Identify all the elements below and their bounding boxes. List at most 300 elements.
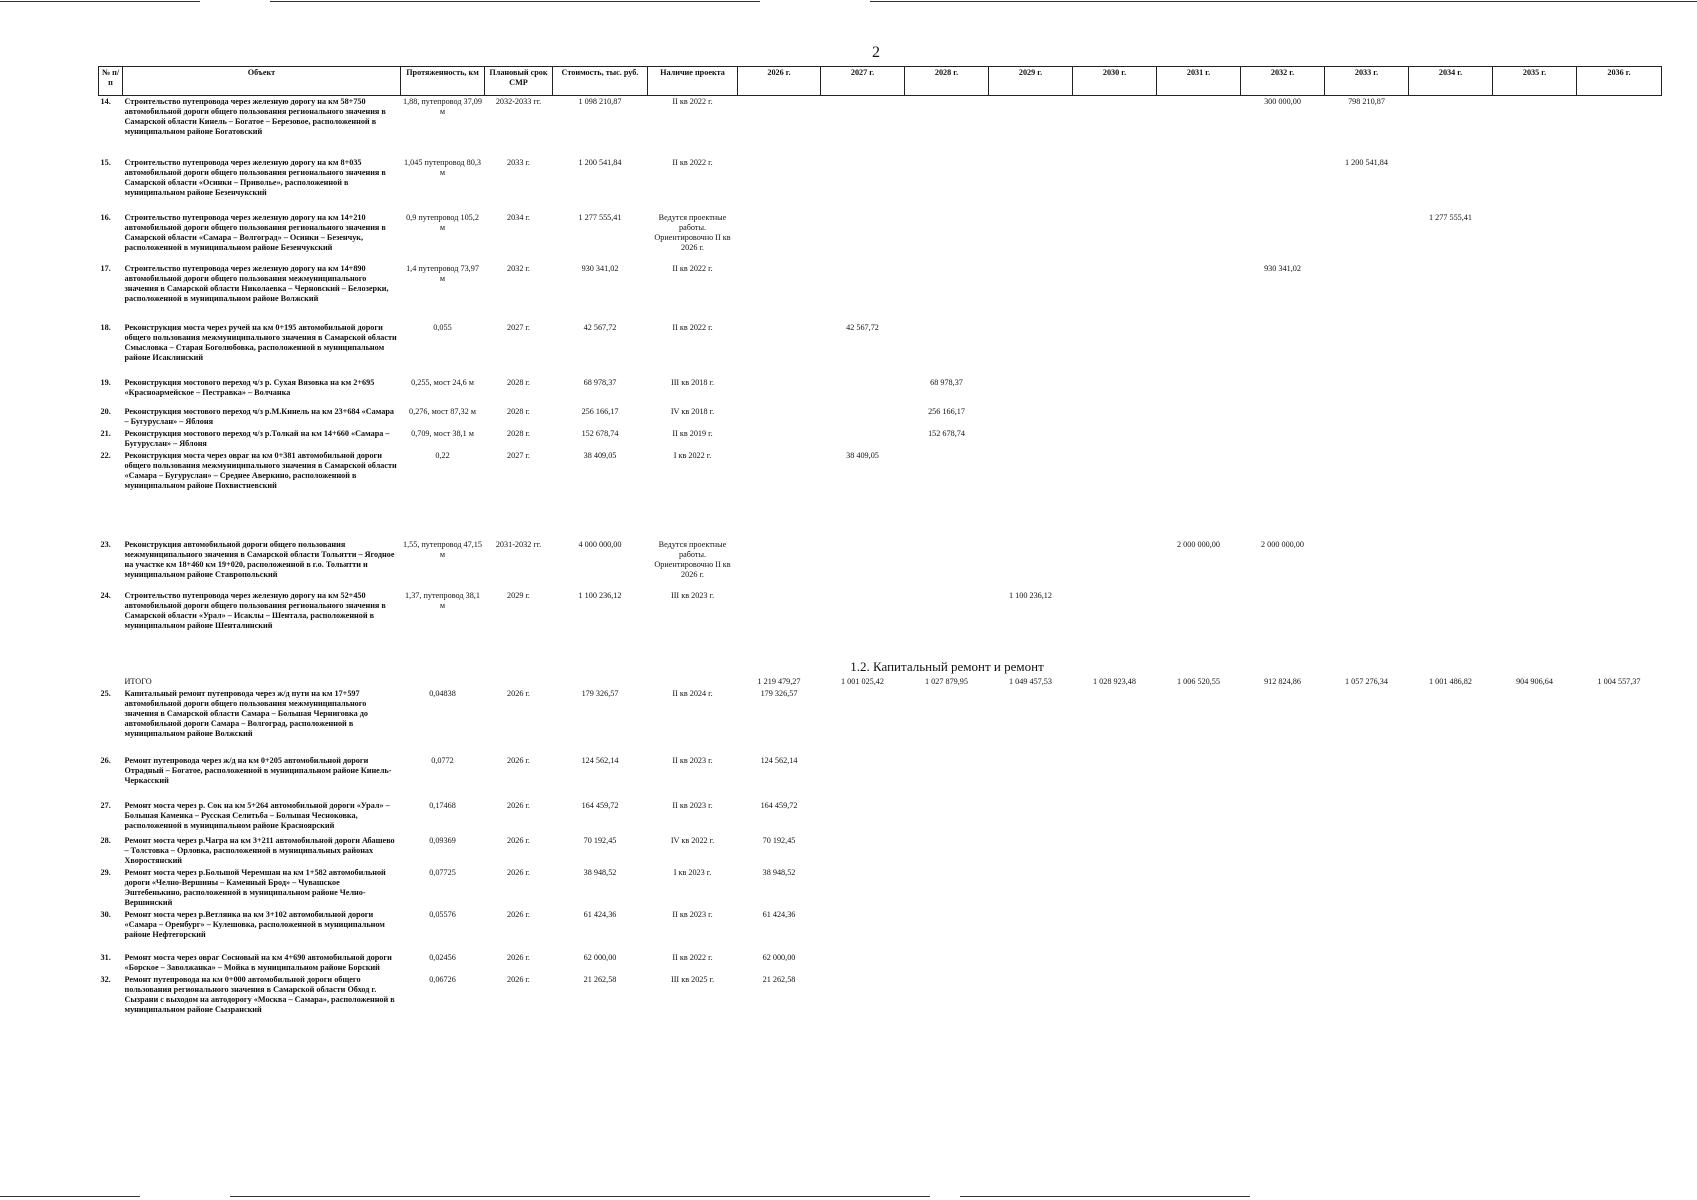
project-status: II кв 2023 г. [672, 800, 713, 810]
object-description: Ремонт моста через р.Чагра на км 3+211 автомобильной дороги Абашево – Толстовка – Орловка, расположенной в муниципальных районах Хворостянский [124, 835, 395, 865]
column-header: 2033 г. [1325, 67, 1409, 96]
row-number: 16. [100, 213, 111, 222]
year-value [738, 450, 821, 539]
object-description: Реконструкция моста через овраг на км 0+381 автомобильной дороги общего пользования межмуниципального значения в Самарской области «Самара – Бугуруслан» – Среднее Аверкино, расположенной в муниципальном районе Похвистневский [124, 451, 397, 490]
year-value [1409, 835, 1493, 867]
total-year-value: 1 027 879,95 [925, 676, 968, 686]
year-value [738, 377, 821, 406]
planned-term: 2026 г. [507, 755, 530, 765]
year-value [1157, 406, 1241, 428]
length-value: 0,17468 [429, 800, 456, 810]
year-value [1073, 688, 1157, 755]
year-value [821, 539, 905, 590]
year-value [1073, 835, 1157, 867]
year-value [1493, 157, 1577, 212]
project-status: II кв 2022 г. [672, 97, 713, 106]
year-value [1493, 450, 1577, 539]
section-row [99, 645, 1662, 676]
planned-term: 2026 г. [507, 835, 530, 845]
year-value [821, 952, 905, 974]
table-row [99, 428, 1662, 450]
length-value: 0,09369 [429, 835, 456, 845]
column-header: Плановый срок СМР [485, 67, 553, 96]
column-header: Стоимость, тыс. руб. [553, 67, 648, 96]
year-value [1157, 800, 1241, 835]
year-value [738, 157, 821, 212]
column-header: 2029 г. [989, 67, 1073, 96]
cost-value: 68 978,37 [583, 378, 617, 387]
year-value [1157, 377, 1241, 406]
cost-value: 62 000,00 [583, 952, 617, 962]
cost-value: 70 192,45 [583, 835, 617, 845]
year-value [905, 539, 989, 590]
year-value [1073, 590, 1157, 645]
year-value [905, 96, 989, 158]
year-value [905, 212, 989, 263]
year-value [1577, 909, 1662, 952]
length-value: 0,709, мост 38,1 м [411, 429, 474, 438]
column-header: 2030 г. [1073, 67, 1157, 96]
year-value: 930 341,02 [1264, 264, 1301, 273]
year-value [1241, 909, 1325, 952]
row-number: 28. [100, 835, 111, 845]
year-value [989, 539, 1073, 590]
year-value [1073, 96, 1157, 158]
year-value [1073, 322, 1157, 377]
planned-term: 2026 г. [507, 688, 530, 698]
year-value [821, 263, 905, 322]
row-number: 27. [100, 800, 111, 810]
year-value: 1 277 555,41 [1429, 213, 1472, 222]
year-value [1409, 263, 1493, 322]
year-value [1157, 263, 1241, 322]
planned-term: 2034 г. [507, 213, 530, 222]
object-description: Реконструкция мостового переход ч/з р.Толкай на км 14+660 «Самара – Бугуруслан» – Яблоня [124, 429, 390, 448]
length-value: 1,37, путепровод 38,1 м [405, 591, 480, 610]
total-year-value: 1 028 923,48 [1093, 676, 1136, 686]
year-value [1493, 377, 1577, 406]
year-value: 152 678,74 [928, 429, 965, 438]
year-value [821, 800, 905, 835]
year-value: 38 948,52 [762, 867, 796, 877]
scan-edge-line [870, 1, 1697, 2]
cost-value: 61 424,36 [583, 909, 617, 919]
table-row [99, 835, 1662, 867]
year-value [1157, 212, 1241, 263]
year-value [1409, 909, 1493, 952]
planned-term: 2026 г. [507, 800, 530, 810]
year-value [1409, 974, 1493, 1025]
cost-value: 42 567,72 [583, 323, 617, 332]
year-value [1241, 755, 1325, 800]
year-value [1577, 755, 1662, 800]
year-value [1325, 539, 1409, 590]
year-value [1577, 450, 1662, 539]
year-value [1325, 590, 1409, 645]
year-value [821, 688, 905, 755]
project-status: I кв 2022 г. [673, 451, 712, 460]
planned-term: 2027 г. [507, 451, 530, 460]
year-value [989, 867, 1073, 909]
year-value [1577, 322, 1662, 377]
year-value [1577, 263, 1662, 322]
object-description: Реконструкция мостового переход ч/з р. Сухая Вязовка на км 2+695 «Красноармейское – Пестравка» – Волчанка [124, 378, 375, 397]
cost-value: 4 000 000,00 [578, 540, 622, 549]
year-value [1241, 157, 1325, 212]
project-status: I кв 2023 г. [673, 867, 712, 877]
table-row [99, 96, 1662, 158]
object-description: Ремонт путепровода через ж/д на км 0+205 автомобильной дороги Отрадный – Богатое, расположенной в муниципальном районе Кинель-Черкасский [124, 755, 392, 785]
year-value [1577, 428, 1662, 450]
planned-term: 2029 г. [507, 591, 530, 600]
year-value: 68 978,37 [930, 378, 963, 387]
total-year-value: 1 219 479,27 [757, 676, 801, 686]
year-value [1409, 377, 1493, 406]
year-value [905, 450, 989, 539]
project-status: IV кв 2018 г. [670, 407, 715, 416]
year-value [738, 406, 821, 428]
year-value [1325, 428, 1409, 450]
year-value [1241, 974, 1325, 1025]
row-number: 22. [100, 451, 111, 460]
year-value [989, 974, 1073, 1025]
row-number: 23. [100, 540, 111, 549]
table-row [99, 539, 1662, 590]
year-value [1577, 406, 1662, 428]
table-row [99, 322, 1662, 377]
year-value [821, 428, 905, 450]
project-status: III кв 2025 г. [670, 974, 715, 984]
year-value [821, 157, 905, 212]
cost-value: 256 166,17 [581, 407, 619, 416]
year-value [1325, 377, 1409, 406]
year-value [905, 867, 989, 909]
length-value: 0,0772 [431, 755, 454, 765]
year-value [1241, 406, 1325, 428]
year-value [989, 406, 1073, 428]
row-number: 29. [100, 867, 111, 877]
table-row [99, 688, 1662, 755]
row-number: 21. [100, 429, 111, 438]
length-value: 0,055 [433, 323, 452, 332]
year-value [1577, 974, 1662, 1025]
year-value [821, 974, 905, 1025]
year-value [1493, 835, 1577, 867]
object-description: Капитальный ремонт путепровода через ж/д пути на км 17+597 автомобильной дороги общего пользования межмуниципального значения в Самарской области Самара – Большая Черниговка до автомобильной дороги Самара – Волгоград, расположенной в муниципальном районе Волжский [124, 688, 368, 738]
row-number: 25. [100, 688, 111, 698]
year-value [1241, 450, 1325, 539]
year-value [1409, 450, 1493, 539]
year-value [905, 755, 989, 800]
year-value [1409, 755, 1493, 800]
column-header: 2032 г. [1241, 67, 1325, 96]
year-value [1157, 450, 1241, 539]
year-value [1325, 755, 1409, 800]
column-header: 2028 г. [905, 67, 989, 96]
year-value [989, 157, 1073, 212]
project-status: III кв 2023 г. [670, 591, 715, 600]
cost-value: 179 326,57 [581, 688, 619, 698]
year-value [1157, 688, 1241, 755]
year-value [1073, 909, 1157, 952]
cost-value: 1 200 541,84 [578, 158, 622, 167]
year-value [1577, 539, 1662, 590]
year-value [1073, 539, 1157, 590]
year-value [1325, 867, 1409, 909]
year-value [989, 377, 1073, 406]
year-value [1241, 322, 1325, 377]
year-value [821, 835, 905, 867]
cost-value: 38 948,52 [583, 867, 617, 877]
object-description: Строительство путепровода через железную дорогу на км 8+035 автомобильной дороги общего пользования регионального значения в Самарской области «Осинки – Приволье», расположенной в муниципальном районе Безенчукский [124, 158, 386, 197]
table-row [99, 406, 1662, 428]
table-row [99, 755, 1662, 800]
year-value [1409, 322, 1493, 377]
year-value [989, 263, 1073, 322]
length-value: 1,88, путепровод 37,09 м [403, 97, 482, 116]
object-description: Строительство путепровода через железную дорогу на км 14+890 автомобильной дороги общего пользования межмуниципального значения в Самарской области Николаевка – Черновский – Белозерки, расположенной в муниципальном районе Волжский [124, 264, 389, 303]
object-description: Ремонт моста через р.Ветлянка на км 3+102 автомобильной дороги «Самара – Оренбург» – Кулешовка, расположенной в муниципальном районе Нефтегорский [124, 909, 385, 939]
year-value [905, 688, 989, 755]
column-header: 2031 г. [1157, 67, 1241, 96]
year-value [1241, 952, 1325, 974]
year-value [905, 322, 989, 377]
year-value [1493, 212, 1577, 263]
year-value [1577, 96, 1662, 158]
year-value [1325, 450, 1409, 539]
year-value [1409, 590, 1493, 645]
year-value [738, 428, 821, 450]
planned-term: 2028 г. [507, 378, 530, 387]
year-value [989, 909, 1073, 952]
year-value [989, 800, 1073, 835]
planned-term: 2032 г. [507, 264, 530, 273]
year-value [1577, 377, 1662, 406]
year-value: 124 562,14 [760, 755, 798, 765]
table-row [99, 974, 1662, 1025]
total-row [99, 676, 1662, 688]
year-value [1073, 406, 1157, 428]
year-value [1409, 406, 1493, 428]
year-value [1325, 952, 1409, 974]
scan-edge-line [0, 1196, 140, 1197]
year-value: 2 000 000,00 [1261, 540, 1304, 549]
year-value: 1 100 236,12 [1009, 591, 1052, 600]
year-value [1157, 909, 1241, 952]
year-value [1493, 539, 1577, 590]
year-value [1577, 688, 1662, 755]
year-value [1073, 450, 1157, 539]
year-value [1409, 96, 1493, 158]
year-value [1577, 835, 1662, 867]
year-value [821, 909, 905, 952]
cost-value: 1 277 555,41 [578, 213, 622, 222]
year-value [1325, 322, 1409, 377]
planned-term: 2028 г. [507, 407, 530, 416]
year-value [1493, 406, 1577, 428]
planned-term: 2031-2032 гг. [495, 540, 542, 549]
year-value: 256 166,17 [928, 407, 965, 416]
cost-value: 152 678,74 [581, 429, 619, 438]
column-header: Наличие проекта [648, 67, 738, 96]
year-value [821, 867, 905, 909]
row-number: 26. [100, 755, 111, 765]
project-status: II кв 2023 г. [672, 909, 713, 919]
length-value: 1,55, путепровод 47,15 м [403, 540, 482, 559]
total-year-value: 1 049 457,53 [1009, 676, 1052, 686]
year-value: 38 409,05 [846, 451, 879, 460]
object-description: Ремонт моста через овраг Сосновый на км 4+690 автомобильной дороги «Борское – Заволжанка» – Мойка в муниципальном районе Борский [124, 952, 392, 972]
year-value [989, 428, 1073, 450]
length-value: 0,05576 [429, 909, 456, 919]
planned-term: 2028 г. [507, 429, 530, 438]
year-value [1493, 428, 1577, 450]
year-value [821, 96, 905, 158]
table-row [99, 952, 1662, 974]
year-value [738, 212, 821, 263]
year-value [1577, 867, 1662, 909]
year-value [1157, 974, 1241, 1025]
scan-edge-line [230, 1196, 930, 1197]
object-description: Реконструкция моста через ручей на км 0+195 автомобильной дороги общего пользования межмуниципального значения в Самарской области Смысловка – Старая Боголюбовка, расположенной в муниципальном районе Исаклинский [124, 323, 397, 362]
object-description: Ремонт моста через р. Сок на км 5+264 автомобильной дороги «Урал» – Большая Каменка – Русская Селитьба – Большая Чесноковка, расположенной в муниципальном районе Красноярский [124, 800, 390, 830]
year-value [821, 406, 905, 428]
table-row [99, 590, 1662, 645]
year-value [1241, 212, 1325, 263]
planned-term: 2027 г. [507, 323, 530, 332]
year-value [1493, 322, 1577, 377]
project-status: II кв 2024 г. [672, 688, 713, 698]
year-value [1073, 800, 1157, 835]
year-value [1577, 952, 1662, 974]
planned-term: 2026 г. [507, 867, 530, 877]
year-value: 164 459,72 [760, 800, 798, 810]
planned-term: 2026 г. [507, 974, 530, 984]
year-value [1157, 867, 1241, 909]
length-value: 0,22 [435, 451, 450, 460]
year-value [1493, 755, 1577, 800]
year-value [1493, 590, 1577, 645]
object-description: Реконструкция автомобильной дороги общего пользования межмуниципального значения в Самарской области Тольятти – Ягодное на участке км 18+460 км 19+020, расположенной в г.о. Тольятти и муниципальном районе Ставропольский [124, 540, 395, 579]
year-value [1409, 428, 1493, 450]
year-value [821, 377, 905, 406]
length-value: 0,276, мост 87,32 м [409, 407, 476, 416]
year-value [989, 952, 1073, 974]
year-value [1409, 952, 1493, 974]
cost-value: 1 100 236,12 [578, 591, 622, 600]
year-value [905, 157, 989, 212]
table-row [99, 867, 1662, 909]
year-value: 179 326,57 [760, 688, 798, 698]
row-number: 17. [100, 264, 111, 273]
year-value [1325, 212, 1409, 263]
project-status: II кв 2019 г. [672, 429, 713, 438]
total-year-value: 912 824,86 [1264, 676, 1301, 686]
year-value [1157, 952, 1241, 974]
total-year-value: 1 006 520,55 [1177, 676, 1220, 686]
table-row [99, 800, 1662, 835]
year-value [1325, 974, 1409, 1025]
row-number: 30. [100, 909, 111, 919]
year-value [1073, 755, 1157, 800]
length-value: 1,4 путепровод 73,97 м [406, 264, 479, 283]
year-value [1073, 377, 1157, 406]
year-value [1409, 539, 1493, 590]
table-header-row [99, 67, 1662, 96]
column-header: Объект [123, 67, 401, 96]
year-value [905, 835, 989, 867]
year-value [989, 322, 1073, 377]
column-header: 2034 г. [1409, 67, 1493, 96]
cost-value: 164 459,72 [581, 800, 619, 810]
row-number: 24. [100, 591, 111, 600]
year-value [1157, 755, 1241, 800]
project-status: II кв 2022 г. [672, 158, 713, 167]
year-value [1409, 688, 1493, 755]
year-value [1157, 157, 1241, 212]
object-description: Ремонт путепровода на км 0+000 автомобильной дороги общего пользования регионального значения в Самарской области Обход г. Сызрани с выходом на автодорогу «Москва – Самара», расположенной в муниципальном районе Сызранский [124, 974, 395, 1014]
scan-edge-line [270, 1, 760, 2]
year-value [1241, 867, 1325, 909]
year-value [1577, 157, 1662, 212]
year-value [989, 96, 1073, 158]
table-row [99, 263, 1662, 322]
year-value [1157, 322, 1241, 377]
year-value: 798 210,87 [1348, 97, 1385, 106]
length-value: 0,255, мост 24,6 м [411, 378, 474, 387]
year-value: 300 000,00 [1264, 97, 1301, 106]
planned-term: 2032-2033 гг. [495, 97, 542, 106]
year-value [738, 590, 821, 645]
program-table [98, 66, 1662, 1025]
year-value [1325, 406, 1409, 428]
year-value [1577, 800, 1662, 835]
year-value [905, 909, 989, 952]
column-header: Протяженность, км [401, 67, 485, 96]
year-value [1493, 263, 1577, 322]
row-number: 14. [100, 97, 111, 106]
object-description: Строительство путепровода через железную дорогу на км 58+750 автомобильной дороги общего пользования регионального значения в Самарской области Кинель – Богатое – Березовое, расположенной в муниципальном районе Богатовский [124, 97, 386, 136]
planned-term: 2026 г. [507, 909, 530, 919]
year-value [1241, 428, 1325, 450]
section-title: 1.2. Капитальный ремонт и ремонт [850, 659, 1044, 674]
year-value: 70 192,45 [762, 835, 796, 845]
year-value [1493, 96, 1577, 158]
row-number: 20. [100, 407, 111, 416]
year-value [1241, 377, 1325, 406]
page-number: 2 [872, 44, 880, 61]
year-value [1325, 909, 1409, 952]
year-value [1073, 428, 1157, 450]
year-value [1241, 800, 1325, 835]
planned-term: 2033 г. [507, 158, 530, 167]
column-header: 2036 г. [1577, 67, 1662, 96]
year-value [1157, 835, 1241, 867]
project-status: Ведутся проектные работы. Ориентировочно II кв 2026 г. [654, 540, 731, 579]
length-value: 1,045 путепровод 80,3 м [404, 158, 481, 177]
planned-term: 2026 г. [507, 952, 530, 962]
year-value [1325, 263, 1409, 322]
project-status: II кв 2023 г. [672, 755, 713, 765]
year-value [1241, 688, 1325, 755]
year-value [1073, 263, 1157, 322]
year-value [1073, 212, 1157, 263]
year-value [1409, 867, 1493, 909]
project-status: Ведутся проектные работы. Ориентировочно II кв 2026 г. [654, 213, 731, 252]
cost-value: 38 409,05 [583, 451, 617, 460]
year-value [1409, 157, 1493, 212]
year-value [1493, 800, 1577, 835]
